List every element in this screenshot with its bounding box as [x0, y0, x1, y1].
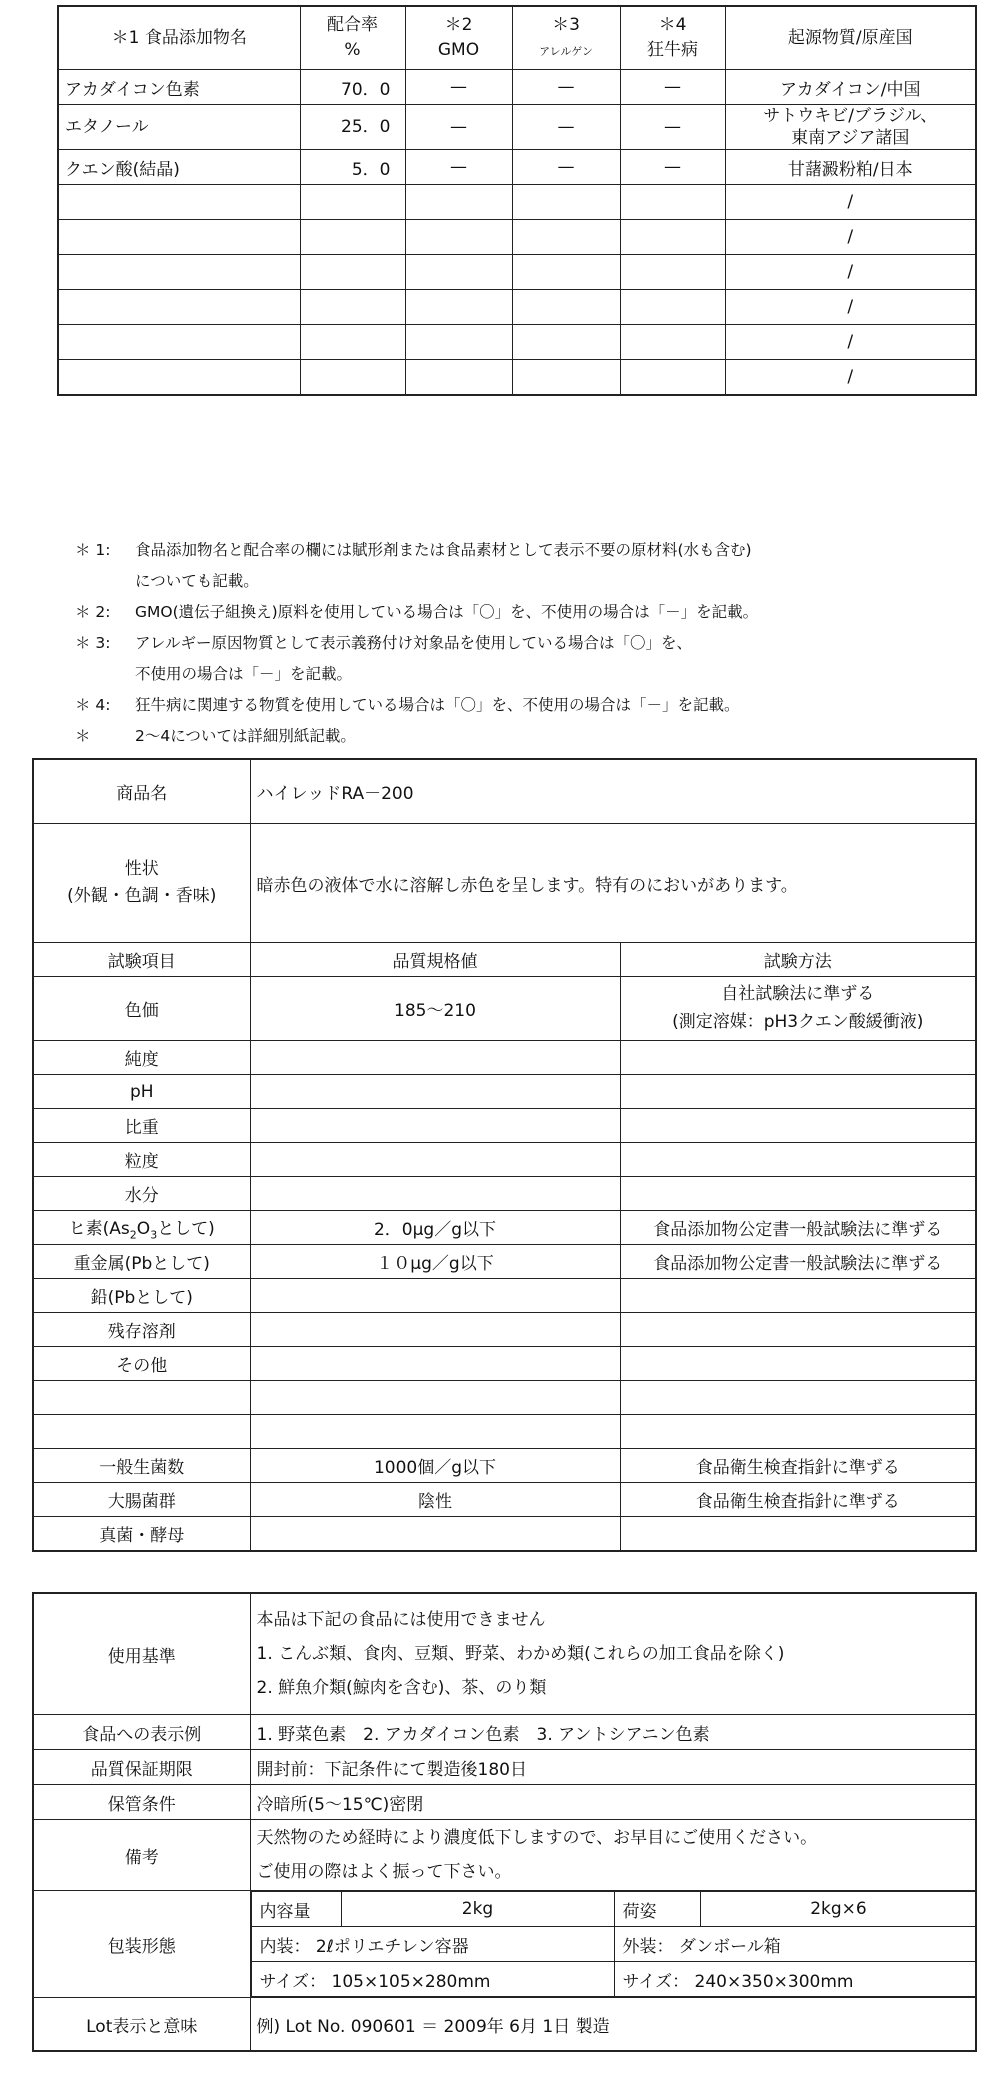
- test-item: 残存溶剤: [33, 1313, 250, 1347]
- pkg-quantity-value: 2kg: [341, 1892, 614, 1927]
- table-row: [33, 1245, 976, 1279]
- test-method: [620, 1517, 976, 1552]
- additive-bse: —: [620, 105, 725, 150]
- test-item: その他: [33, 1347, 250, 1381]
- additive-composition-table: [57, 5, 977, 396]
- test-item: 粒度: [33, 1143, 250, 1177]
- product-name-label: 商品名: [33, 759, 250, 824]
- storage-label: 保管条件: [33, 1785, 250, 1820]
- shelf-life-value: 開封前：下記条件にて製造後180日: [250, 1750, 976, 1785]
- origin-line2: 東南アジア諸国: [791, 128, 910, 149]
- additive-allergen: —: [512, 70, 620, 105]
- pkg-style-label: 荷姿: [614, 1892, 700, 1927]
- test-item: 真菌・酵母: [33, 1517, 250, 1552]
- packaging-label: 包装形態: [33, 1891, 250, 1998]
- spec-value: [250, 1517, 620, 1552]
- footnotes: [75, 535, 975, 752]
- test-item: pH: [33, 1075, 250, 1109]
- usage-line: 1. こんぶ類、食肉、豆類、野菜、わかめ類(これらの加工食品を除く): [256, 1644, 785, 1664]
- test-method: 食品衛生検査指針に準ずる: [620, 1449, 976, 1483]
- usage-value: [250, 1593, 976, 1715]
- shelf-life-label: 品質保証期限: [33, 1750, 250, 1785]
- header-spec-value: 品質規格値: [250, 943, 620, 977]
- test-item: 鉛(Pbとして): [33, 1279, 250, 1313]
- additive-origin: 甘藷澱粉粕/日本: [725, 150, 976, 185]
- spec-value: [250, 1313, 620, 1347]
- header-ratio: [300, 6, 405, 70]
- test-method: [620, 1313, 976, 1347]
- test-method: [620, 1381, 976, 1415]
- table-row: [33, 1483, 976, 1517]
- footnote: [75, 628, 975, 690]
- origin-slash: /: [725, 220, 976, 255]
- remarks-row: [33, 1820, 976, 1891]
- test-method-line1: 自社試験法に準ずる: [721, 984, 875, 1005]
- table-row: [33, 1279, 976, 1313]
- table-row: [33, 1517, 976, 1552]
- test-method: 食品添加物公定書一般試験法に準ずる: [620, 1245, 976, 1279]
- origin-line1: サトウキビ/ブラジル、: [763, 106, 938, 126]
- spec-value: [250, 1381, 620, 1415]
- usage-label: 使用基準: [33, 1593, 250, 1715]
- additive-allergen: —: [512, 150, 620, 185]
- lot-value: 例) Lot No. 090601 ＝ 2009年 6月 1日 製造: [250, 1998, 976, 2052]
- origin-slash: /: [725, 325, 976, 360]
- pkg-outer-size: サイズ： 240×350×300mm: [614, 1962, 976, 1997]
- footnote-text: 食品添加物名と配合率の欄には賦形剤または食品素材として表示不要の原材料(水も含む): [135, 541, 752, 559]
- table-row-empty: [58, 290, 976, 325]
- header-test-method: 試験方法: [620, 943, 976, 977]
- test-item: [33, 1415, 250, 1449]
- test-method: [620, 1143, 976, 1177]
- table-row: [33, 1211, 976, 1245]
- test-method: 食品添加物公定書一般試験法に準ずる: [620, 1211, 976, 1245]
- table-row: [33, 1177, 976, 1211]
- additive-ratio: 25．0: [300, 105, 405, 150]
- packaging-grid: [251, 1891, 977, 1997]
- product-spec-table: [32, 758, 977, 1552]
- origin-slash: /: [725, 360, 976, 396]
- additive-origin: [725, 105, 976, 150]
- display-example-row: [33, 1715, 976, 1750]
- header-allergen: [512, 6, 620, 70]
- arsenic-label-b: O: [136, 1218, 151, 1239]
- display-example-label: 食品への表示例: [33, 1715, 250, 1750]
- test-method: [620, 1075, 976, 1109]
- header-bse: [620, 6, 725, 70]
- usage-line: 本品は下記の食品には使用できません: [256, 1610, 546, 1630]
- table-row-empty: [58, 220, 976, 255]
- header-test-item: 試験項目: [33, 943, 250, 977]
- header-gmo-label: GMO: [437, 40, 480, 60]
- arsenic-sub-2: 3: [150, 1228, 158, 1242]
- spec-value: [250, 1279, 620, 1313]
- footnote-text: 狂牛病に関連する物質を使用している場合は「〇」を、不使用の場合は「－」を記載。: [135, 696, 740, 714]
- footnote-text: 2～4については詳細別紙記載。: [135, 727, 356, 745]
- spec-value: 185～210: [250, 977, 620, 1041]
- spec-value: 1000個／g以下: [250, 1449, 620, 1483]
- arsenic-label-c: として): [157, 1218, 215, 1239]
- spec-value: [250, 1041, 620, 1075]
- footnote-text-cont: 不使用の場合は「－」を記載。: [135, 665, 353, 683]
- spec-value: 2．0μg／g以下: [250, 1211, 620, 1245]
- storage-row: [33, 1785, 976, 1820]
- origin-slash: /: [725, 290, 976, 325]
- header-ratio-line1: 配合率: [327, 15, 378, 36]
- table-row: [33, 1041, 976, 1075]
- spec-value: １０μg／g以下: [250, 1245, 620, 1279]
- table-row-empty: [58, 255, 976, 290]
- packaging-row: [33, 1891, 976, 1998]
- footnote-text: GMO(遺伝子組換え)原料を使用している場合は「〇」を、不使用の場合は「－」を記載。: [135, 603, 759, 621]
- test-item: 重金属(Pbとして): [33, 1245, 250, 1279]
- spec-value: 陰性: [250, 1483, 620, 1517]
- test-method: [620, 1415, 976, 1449]
- property-row: [33, 824, 976, 943]
- pkg-inner-size: サイズ： 105×105×280mm: [251, 1962, 614, 1997]
- spec-value: [250, 1075, 620, 1109]
- footnote: [75, 721, 975, 752]
- header-allergen-label: アレルゲン: [539, 45, 593, 58]
- footnote-mark: ＊ 4:: [75, 696, 111, 714]
- header-bse-mark: ＊4: [658, 15, 687, 36]
- footnote-mark: ＊ 3:: [75, 634, 111, 652]
- test-method: [620, 1279, 976, 1313]
- additive-gmo: —: [405, 70, 512, 105]
- property-label: [33, 824, 250, 943]
- test-method: [620, 1347, 976, 1381]
- spec-header-row: [33, 943, 976, 977]
- test-item: [33, 1381, 250, 1415]
- additive-name: アカダイコン色素: [58, 70, 300, 105]
- table-row: [33, 1415, 976, 1449]
- test-item: 大腸菌群: [33, 1483, 250, 1517]
- footnote: [75, 690, 975, 721]
- remarks-value: [250, 1820, 976, 1891]
- spec-value: [250, 1143, 620, 1177]
- origin-slash: /: [725, 255, 976, 290]
- additive-ratio: 5．0: [300, 150, 405, 185]
- usage-line: 2. 鮮魚介類(鯨肉を含む)、茶、のり類: [256, 1678, 547, 1698]
- additive-allergen: —: [512, 105, 620, 150]
- arsenic-label-a: ヒ素(As: [68, 1218, 130, 1239]
- product-name-row: [33, 759, 976, 824]
- table-row: [33, 1075, 976, 1109]
- additive-origin: アカダイコン/中国: [725, 70, 976, 105]
- remark-line: 天然物のため経時により濃度低下しますので、お早目にご使用ください。: [256, 1828, 818, 1848]
- header-origin: 起源物質/原産国: [725, 6, 976, 70]
- table-row: [251, 1962, 976, 1997]
- additive-bse: —: [620, 70, 725, 105]
- table-row: [33, 1347, 976, 1381]
- usage-info-table: [32, 1592, 977, 2052]
- property-label-line2: (外観・色調・香味): [67, 886, 217, 906]
- footnote: [75, 535, 975, 597]
- header-bse-label: 狂牛病: [647, 40, 698, 60]
- table-row: [33, 977, 976, 1041]
- table-row-empty: [58, 325, 976, 360]
- usage-row: [33, 1593, 976, 1715]
- test-method: [620, 977, 976, 1041]
- table-row: [251, 1927, 976, 1962]
- table-row: [33, 1313, 976, 1347]
- spec-value: [250, 1415, 620, 1449]
- additive-gmo: —: [405, 105, 512, 150]
- footnote-text-cont: についても記載。: [135, 572, 259, 590]
- test-item: 一般生菌数: [33, 1449, 250, 1483]
- property-label-line1: 性状: [124, 858, 159, 879]
- footnote-mark: ＊: [75, 727, 91, 745]
- header-additive-name: ＊1 食品添加物名: [58, 6, 300, 70]
- table-row: [58, 105, 976, 150]
- additive-gmo: —: [405, 150, 512, 185]
- remarks-label: 備考: [33, 1820, 250, 1891]
- table-row: [33, 1109, 976, 1143]
- header-allergen-mark: ＊3: [552, 15, 580, 36]
- spec-value: [250, 1109, 620, 1143]
- test-method: [620, 1177, 976, 1211]
- test-item: 色価: [33, 977, 250, 1041]
- header-gmo: [405, 6, 512, 70]
- test-method: [620, 1109, 976, 1143]
- pkg-quantity-label: 内容量: [251, 1892, 341, 1927]
- additive-ratio: 70．0: [300, 70, 405, 105]
- table-row: [33, 1381, 976, 1415]
- spec-value: [250, 1177, 620, 1211]
- table-row-empty: [58, 360, 976, 396]
- header-ratio-unit: %: [344, 40, 361, 60]
- pkg-outer: 外装： ダンボール箱: [614, 1927, 976, 1962]
- storage-value: 冷暗所(5～15℃)密閉: [250, 1785, 976, 1820]
- test-method: 食品衛生検査指針に準ずる: [620, 1483, 976, 1517]
- product-name-value: ハイレッドRA－200: [250, 759, 976, 824]
- additive-name: エタノール: [58, 105, 300, 150]
- table-row: [33, 1449, 976, 1483]
- test-item-arsenic: [33, 1211, 250, 1245]
- additive-table-header-row: [58, 6, 976, 70]
- display-example-value: 1. 野菜色素 2. アカダイコン色素 3. アントシアニン色素: [250, 1715, 976, 1750]
- packaging-details: [250, 1891, 976, 1998]
- pkg-inner: 内装： 2ℓポリエチレン容器: [251, 1927, 614, 1962]
- additive-bse: —: [620, 150, 725, 185]
- test-item: 純度: [33, 1041, 250, 1075]
- footnote-mark: ＊ 1:: [75, 541, 111, 559]
- remark-line: ご使用の際はよく振って下さい。: [256, 1862, 512, 1882]
- footnote-text: アレルギー原因物質として表示義務付け対象品を使用している場合は「〇」を、: [135, 634, 692, 652]
- header-gmo-mark: ＊2: [444, 15, 473, 36]
- origin-slash: /: [725, 185, 976, 220]
- table-row: [58, 70, 976, 105]
- test-method-line2: (測定溶媒：pH3クエン酸緩衝液): [672, 1011, 924, 1032]
- property-value: 暗赤色の液体で水に溶解し赤色を呈します。特有のにおいがあります。: [250, 824, 976, 943]
- spec-value: [250, 1347, 620, 1381]
- additive-name: クエン酸(結晶): [58, 150, 300, 185]
- table-row: [33, 1143, 976, 1177]
- test-method: [620, 1041, 976, 1075]
- arsenic-sub-1: 2: [129, 1228, 137, 1242]
- test-item: 比重: [33, 1109, 250, 1143]
- table-row-empty: [58, 185, 976, 220]
- footnote-mark: ＊ 2:: [75, 603, 111, 621]
- lot-row: [33, 1998, 976, 2052]
- footnote: [75, 597, 975, 628]
- table-row: [58, 150, 976, 185]
- test-item: 水分: [33, 1177, 250, 1211]
- lot-label: Lot表示と意味: [33, 1998, 250, 2052]
- shelf-life-row: [33, 1750, 976, 1785]
- pkg-style-value: 2kg×6: [700, 1892, 976, 1927]
- table-row: [251, 1892, 976, 1927]
